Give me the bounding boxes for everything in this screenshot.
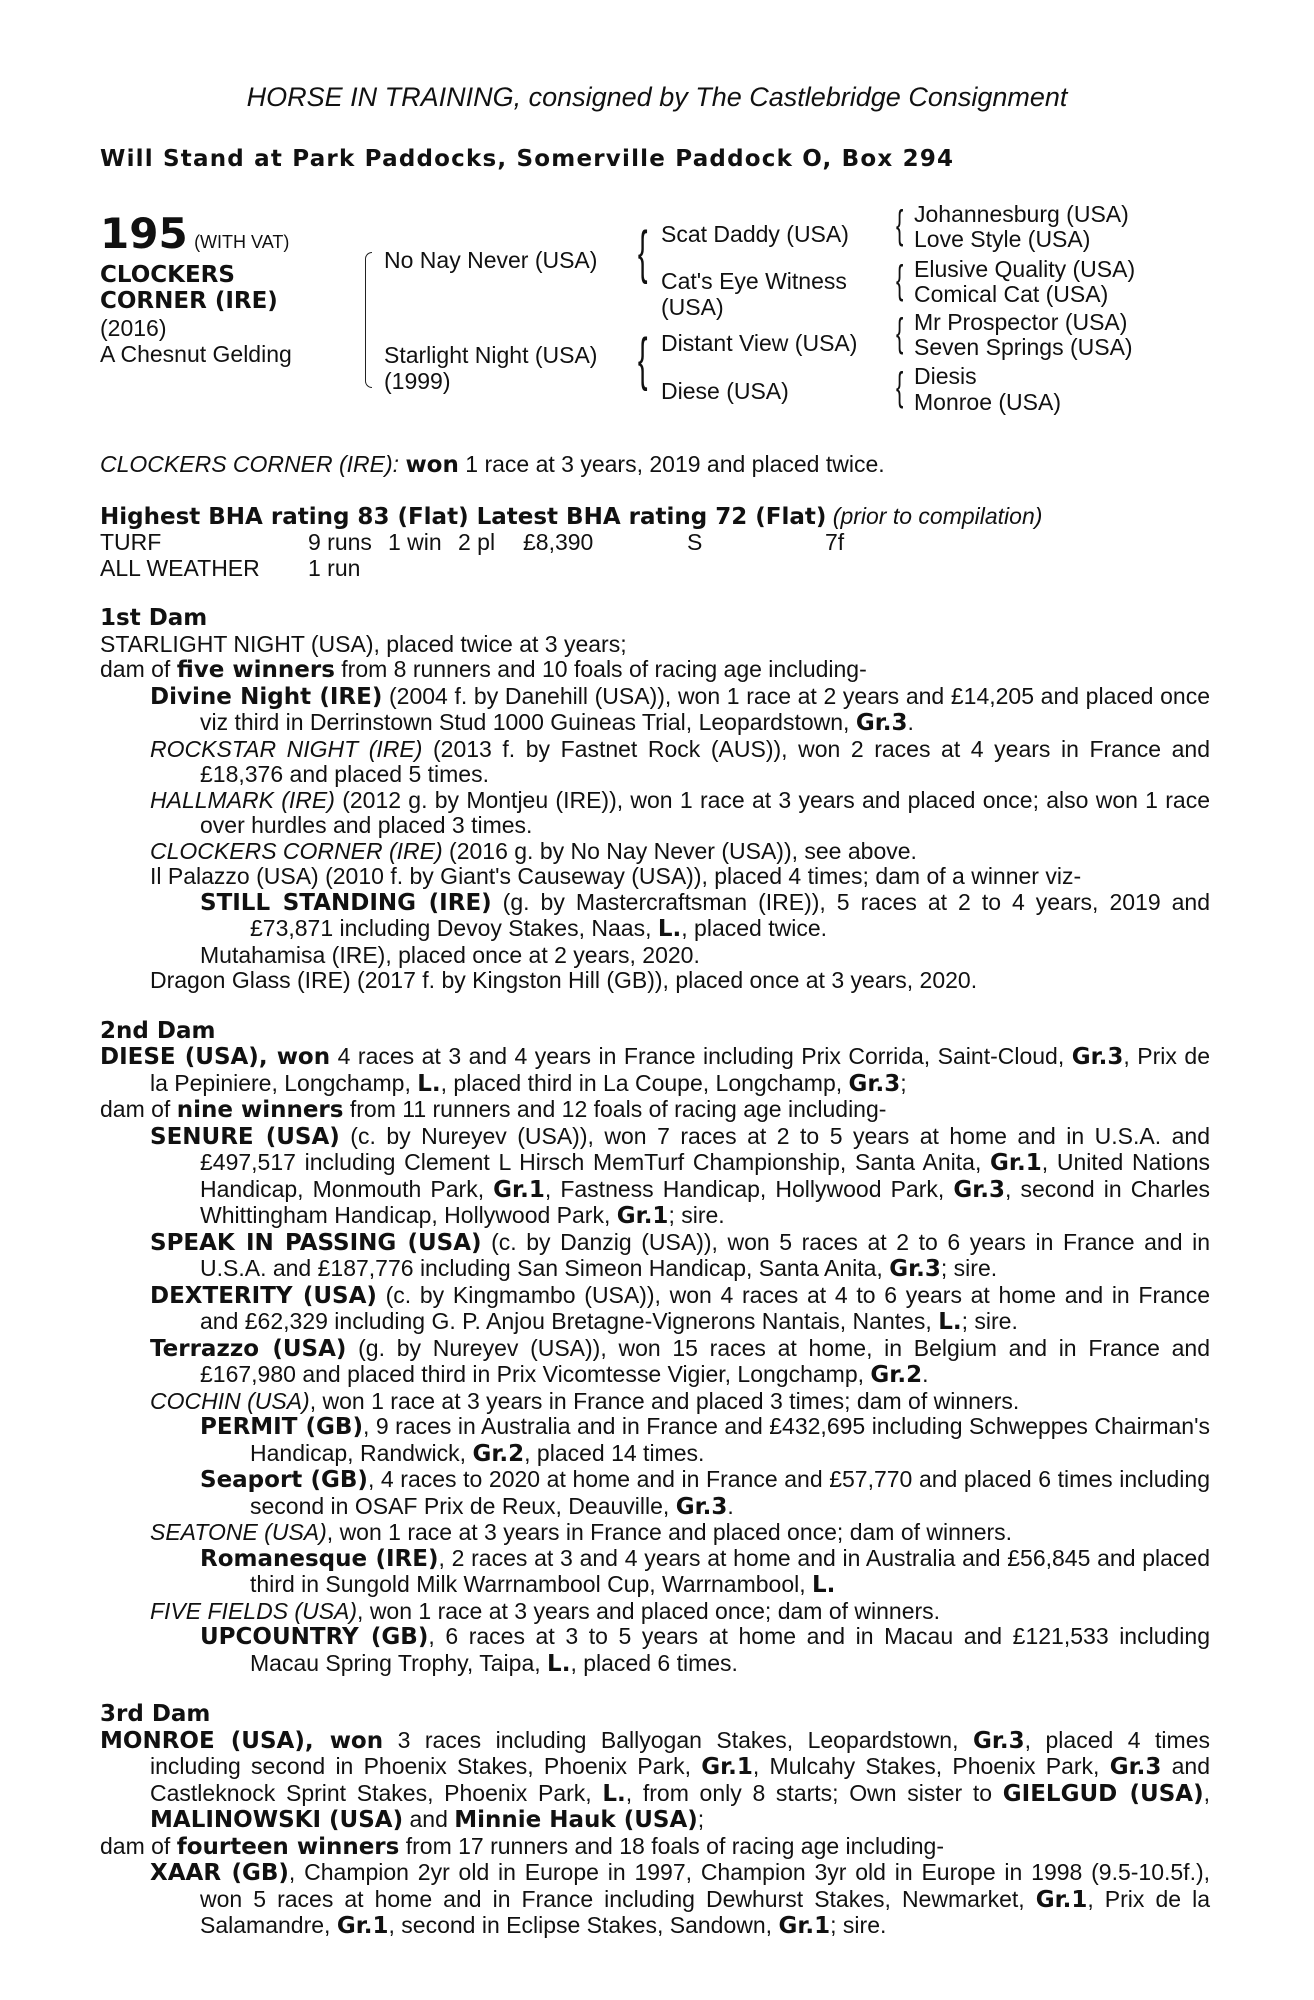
lot-number: 195 <box>100 209 188 258</box>
produce-entry <box>100 1599 1210 1625</box>
grade: Gr.1 <box>990 1150 1042 1176</box>
summary-rest: 1 race at 3 years, 2019 and placed twice. <box>465 451 885 477</box>
t: , 4 races to 2020 at home and in France and £57,770 and placed 6 times including second in OSAF Prix de Reux, Deauville, <box>250 1466 1210 1519</box>
spacer <box>100 994 1210 1019</box>
produce-name: SPEAK IN PASSING (USA) <box>150 1229 482 1256</box>
first-dam-line: STARLIGHT NIGHT (USA), placed twice at 3 years; <box>100 630 627 657</box>
t: , 6 races at 3 to 5 years at home and in Macau and £121,533 including Macau Spring Trophy, Taipa, <box>250 1623 1210 1676</box>
t: , placed 6 times. <box>570 1649 738 1676</box>
dam-dam: Diese (USA) <box>661 378 789 404</box>
horse-name-line1: CLOCKERS <box>100 262 235 288</box>
t: , placed third in La Coupe, Longchamp, <box>440 1069 849 1096</box>
brace-ds: { <box>896 311 904 355</box>
produce-entry <box>100 1520 1210 1546</box>
t: , Mulcahy Stakes, Phoenix Park, <box>752 1753 1110 1779</box>
spacer <box>100 581 1210 606</box>
t: , Prix de la Salamandre, <box>200 1885 1210 1938</box>
third-dam-line <box>100 1728 1210 1834</box>
t: and Castleknock Sprint Stakes, Phoenix Park, <box>150 1753 1210 1806</box>
produce-name: Divine Night (IRE) <box>150 683 383 710</box>
grade: Gr.1 <box>701 1754 753 1780</box>
t: , from only 8 starts; Own sister to <box>625 1779 1003 1806</box>
turf-placed: 2 pl <box>458 529 496 555</box>
sire-sire-dam: Love Style (USA) <box>914 226 1091 252</box>
aw-runs: 1 run <box>308 554 361 581</box>
dam-year: (1999) <box>384 368 451 394</box>
t: 3 races including Ballyogan Stakes, Leopardstown, <box>383 1726 973 1753</box>
dam-sire-dam: Seven Springs (USA) <box>914 334 1133 360</box>
sibling-name: MALINOWSKI (USA) <box>150 1807 404 1833</box>
t: from 11 runners and 12 foals of racing age including- <box>343 1096 887 1122</box>
produce-name: Seaport (GB) <box>200 1467 368 1493</box>
brace-ss: { <box>896 203 904 247</box>
t: , placed 14 times. <box>524 1439 705 1466</box>
pedigree-brace-main <box>365 252 372 388</box>
summary-horse-name: CLOCKERS CORNER (IRE) <box>100 451 393 477</box>
grade: Gr.1 <box>778 1913 831 1939</box>
dam-name: DIESE (USA) <box>100 1044 259 1070</box>
t: . <box>727 1492 734 1519</box>
t: , placed twice. <box>681 915 828 941</box>
t: (2013 f. by Fastnet Rock (AUS)), won 2 races at 4 years in France and £18,376 and placed 5 times. <box>200 735 1210 787</box>
winner-count: fourteen winners <box>176 1833 400 1860</box>
t: ; sire. <box>830 1912 887 1938</box>
t: . <box>907 709 914 735</box>
t: (g. by Nureyev (USA)), won 15 races at home, in Belgium and in France and £167,980 and placed third in Prix Vicomtesse Vigier, Longchamp, <box>200 1334 1210 1387</box>
t: (c. by Kingmambo (USA)), won 4 races at 4 to 6 years at home and in France and £62,329 including G. P. Anjou Bretagne-Vignerons Nantais, Nantes, <box>200 1281 1210 1334</box>
race-summary <box>100 452 1210 479</box>
t: 4 races at 3 and 4 years in France including Prix Corrida, Saint-Cloud, <box>330 1043 1072 1069</box>
t: ; <box>697 1806 705 1832</box>
produce-entry: Mutahamisa (IRE), placed once at 2 years, 2020. <box>200 941 700 968</box>
turf-prize-money: £8,390 <box>523 529 594 555</box>
summary-won: won <box>405 452 459 478</box>
third-dam-heading: 3rd Dam <box>100 1701 211 1727</box>
grade: Gr.2 <box>870 1362 923 1388</box>
vat-label: (WITH VAT) <box>194 232 290 252</box>
t: , <box>304 1727 330 1754</box>
produce-entry <box>100 788 1210 839</box>
produce-entry <box>100 1283 1210 1336</box>
grade: Gr.1 <box>616 1203 669 1229</box>
produce-entry <box>100 1467 1210 1520</box>
t: (c. by Danzig (USA)), won 5 races at 2 to 6 years in France and in U.S.A. and £187,776 including San Simeon Handicap, Santa Anita, <box>200 1228 1210 1281</box>
sire-dam-line2: (USA) <box>661 294 724 320</box>
produce-name: FIVE FIELDS (USA) <box>150 1597 358 1624</box>
dam-sire-sire: Mr Prospector (USA) <box>914 309 1128 335</box>
t: from 17 runners and 18 foals of racing age including- <box>399 1832 944 1859</box>
lot-number-row <box>100 209 290 258</box>
t: , Fastness Handicap, Hollywood Park, <box>544 1175 954 1202</box>
second-dam-heading: 2nd Dam <box>100 1017 216 1044</box>
t: and <box>403 1806 455 1832</box>
grade: Gr.3 <box>953 1176 1006 1203</box>
produce-entry <box>100 1230 1210 1283</box>
produce-entry <box>100 1860 1210 1940</box>
t: (2016 g. by No Nay Never (USA)), see above. <box>442 837 917 864</box>
won: won <box>329 1727 384 1754</box>
first-dam-heading: 1st Dam <box>100 605 208 631</box>
produce-name: STILL STANDING (IRE) <box>200 889 492 916</box>
produce-name: UPCOUNTRY (GB) <box>200 1624 429 1650</box>
grade: Gr.1 <box>336 1913 389 1939</box>
produce-entry <box>100 839 1210 865</box>
grade: Gr.3 <box>972 1727 1025 1754</box>
t: , <box>1203 1779 1211 1806</box>
grade: Gr.3 <box>848 1070 901 1097</box>
sire-dam-dam: Comical Cat (USA) <box>914 281 1109 307</box>
turf-runs: 9 runs <box>308 529 372 555</box>
produce-entry: Il Palazzo (USA) (2010 f. by Giant's Causeway (USA)), placed 4 times; dam of a winner viz- <box>150 863 1082 889</box>
t: , United Nations Handicap, Monmouth Park, <box>200 1149 1211 1202</box>
t: , won 1 race at 3 years in France and placed 3 times; dam of winners. <box>309 1387 1020 1414</box>
t: dam of <box>100 656 177 682</box>
produce-entry <box>100 1546 1210 1599</box>
race-stats-turf <box>100 530 1210 556</box>
foaling-year: (2016) <box>100 315 167 341</box>
grade: Gr.3 <box>1071 1044 1124 1070</box>
grade: Gr.1 <box>493 1176 545 1203</box>
summary-colon: : <box>392 451 400 477</box>
grade: Gr.1 <box>1035 1886 1088 1913</box>
won: won <box>276 1044 331 1070</box>
produce-entry <box>100 1389 1210 1415</box>
turf-wins: 1 win <box>388 529 442 555</box>
t: dam of <box>100 1096 177 1122</box>
t: , placed 4 times including second in Phoenix Stakes, Phoenix Park, <box>150 1726 1210 1779</box>
sibling-name: Minnie Hauk (USA) <box>454 1807 698 1833</box>
horse-description: A Chesnut Gelding <box>100 341 292 367</box>
spacer <box>100 479 1210 504</box>
grade: L. <box>657 916 682 942</box>
produce-name: Terrazzo (USA) <box>150 1335 347 1362</box>
produce-name: DEXTERITY (USA) <box>150 1282 377 1309</box>
sire-dam-sire: Elusive Quality (USA) <box>914 256 1136 282</box>
dam-dam-dam: Monroe (USA) <box>914 389 1061 415</box>
rating-note: (prior to compilation) <box>832 502 1043 529</box>
produce-entry <box>100 684 1210 737</box>
grade: Gr.3 <box>675 1493 728 1520</box>
rating-text: Highest BHA rating 83 (Flat) Latest BHA rating 72 (Flat) <box>100 503 827 530</box>
produce-name: XAAR (GB) <box>150 1860 289 1886</box>
t: ; sire. <box>940 1255 998 1281</box>
second-dam-line <box>100 1044 1210 1097</box>
t: , won 1 race at 3 years and placed once; dam of winners. <box>357 1597 941 1624</box>
t: , 2 races at 3 and 4 years at home and in Australia and £56,845 and placed third in Sungold Milk Warrnambool Cup, Warrnambool, <box>250 1544 1211 1597</box>
t: (2004 f. by Danehill (USA)), won 1 race at 2 years and £14,205 and placed once viz third in Derrinstown Stud 1000 Guineas Trial, Leopardstown, <box>200 682 1210 735</box>
grade: Gr.3 <box>889 1256 941 1282</box>
turf-distance: 7f <box>825 529 845 555</box>
t: (c. by Nureyev (USA)), won 7 races at 2 to 5 years at home and in U.S.A. and £497,517 including Clement L Hirsch MemTurf Championship, Santa Anita, <box>200 1122 1210 1175</box>
horse-name-line2: CORNER (IRE) <box>100 288 278 314</box>
produce-name: COCHIN (USA) <box>150 1387 310 1414</box>
grade: L. <box>547 1650 571 1677</box>
produce-entry: Dragon Glass (IRE) (2017 f. by Kingston Hill (GB)), placed once at 3 years, 2020. <box>150 967 978 993</box>
produce-name: CLOCKERS CORNER (IRE) <box>150 837 443 864</box>
t: (g. by Mastercraftsman (IRE)), 5 races at 2 to 4 years, 2019 and £73,871 including Devoy Stakes, Naas, <box>250 888 1210 941</box>
winner-count: nine winners <box>176 1097 344 1123</box>
pedigree-brace-sire: { <box>637 220 648 285</box>
first-dam-produce <box>100 657 1210 684</box>
second-dam-produce <box>100 1097 1210 1124</box>
produce-entry <box>100 890 1210 943</box>
t: dam of <box>100 1832 177 1859</box>
bha-rating <box>100 504 1210 531</box>
produce-name: HALLMARK (IRE) <box>150 786 335 813</box>
produce-name: Romanesque (IRE) <box>200 1545 439 1572</box>
winner-count: five winners <box>176 657 335 683</box>
t: , 9 races in Australia and in France and £432,695 including Schweppes Chairman's Handicap, Randwick, <box>250 1413 1210 1466</box>
produce-name: SEATONE (USA) <box>150 1519 327 1545</box>
sire: No Nay Never (USA) <box>384 247 598 273</box>
grade: Gr.3 <box>1109 1754 1162 1780</box>
produce-name: PERMIT (GB) <box>200 1414 363 1440</box>
t: , Champion 2yr old in Europe in 1997, Champion 3yr old in Europe in 1998 (9.5-10.5f.), won 5 races at home and in France including Dewhurst Stakes, Newmarket, <box>200 1859 1211 1912</box>
produce-name: SENURE (USA) <box>150 1123 340 1150</box>
brace-dd: { <box>896 365 904 409</box>
produce-entry <box>100 1124 1210 1230</box>
aw-label: ALL WEATHER <box>100 554 260 581</box>
produce-entry <box>100 1414 1210 1467</box>
page-title: HORSE IN TRAINING, consigned by The Castlebridge Consignment <box>246 82 1068 112</box>
grade: L. <box>938 1309 962 1335</box>
t: , <box>258 1044 277 1070</box>
grade: L. <box>812 1572 836 1598</box>
produce-entry <box>100 1624 1210 1677</box>
dam-dam-sire: Diesis <box>914 363 977 389</box>
spacer <box>100 1677 1210 1702</box>
grade: L. <box>417 1070 441 1097</box>
pedigree-brace-dam: { <box>637 327 648 392</box>
dam-name: MONROE (USA) <box>100 1727 305 1754</box>
turf-label: TURF <box>100 529 162 555</box>
sire-sire: Scat Daddy (USA) <box>661 221 849 247</box>
t: ; <box>900 1069 907 1096</box>
t: . <box>922 1361 929 1387</box>
t: from 8 runners and 10 foals of racing age including- <box>334 656 867 682</box>
t: ; sire. <box>668 1202 725 1228</box>
grade: Gr.3 <box>855 710 908 736</box>
stand-location: Will Stand at Park Paddocks, Somerville Paddock O, Box 294 <box>100 146 955 172</box>
catalogue-body <box>100 452 1210 1940</box>
dam: Starlight Night (USA) <box>384 342 598 368</box>
grade: Gr.2 <box>472 1440 525 1467</box>
t: , second in Charles Whittingham Handicap, Hollywood Park, <box>200 1175 1210 1228</box>
produce-name: ROCKSTAR NIGHT (IRE) <box>150 735 423 762</box>
t: (2012 g. by Montjeu (IRE)), won 1 race at 3 years and placed once; also won 1 race over hurdles and placed 3 times. <box>200 786 1210 838</box>
brace-sd: { <box>896 258 904 302</box>
produce-entry <box>100 737 1210 788</box>
t: , second in Eclipse Stakes, Sandown, <box>388 1912 779 1938</box>
t: ; sire. <box>961 1308 1018 1334</box>
sibling-name: GIELGUD (USA) <box>1002 1780 1204 1807</box>
race-stats-aw <box>100 556 1210 582</box>
third-dam-produce <box>100 1834 1210 1861</box>
turf-going: S <box>687 529 703 555</box>
dam-sire: Distant View (USA) <box>661 330 858 356</box>
sire-dam: Cat's Eye Witness <box>661 268 847 294</box>
t: , won 1 race at 3 years in France and placed once; dam of winners. <box>326 1519 1013 1545</box>
grade: L. <box>602 1780 626 1807</box>
produce-entry <box>100 1336 1210 1389</box>
t: , Prix de la Pepiniere, Longchamp, <box>150 1043 1210 1096</box>
sire-sire-sire: Johannesburg (USA) <box>914 201 1129 227</box>
